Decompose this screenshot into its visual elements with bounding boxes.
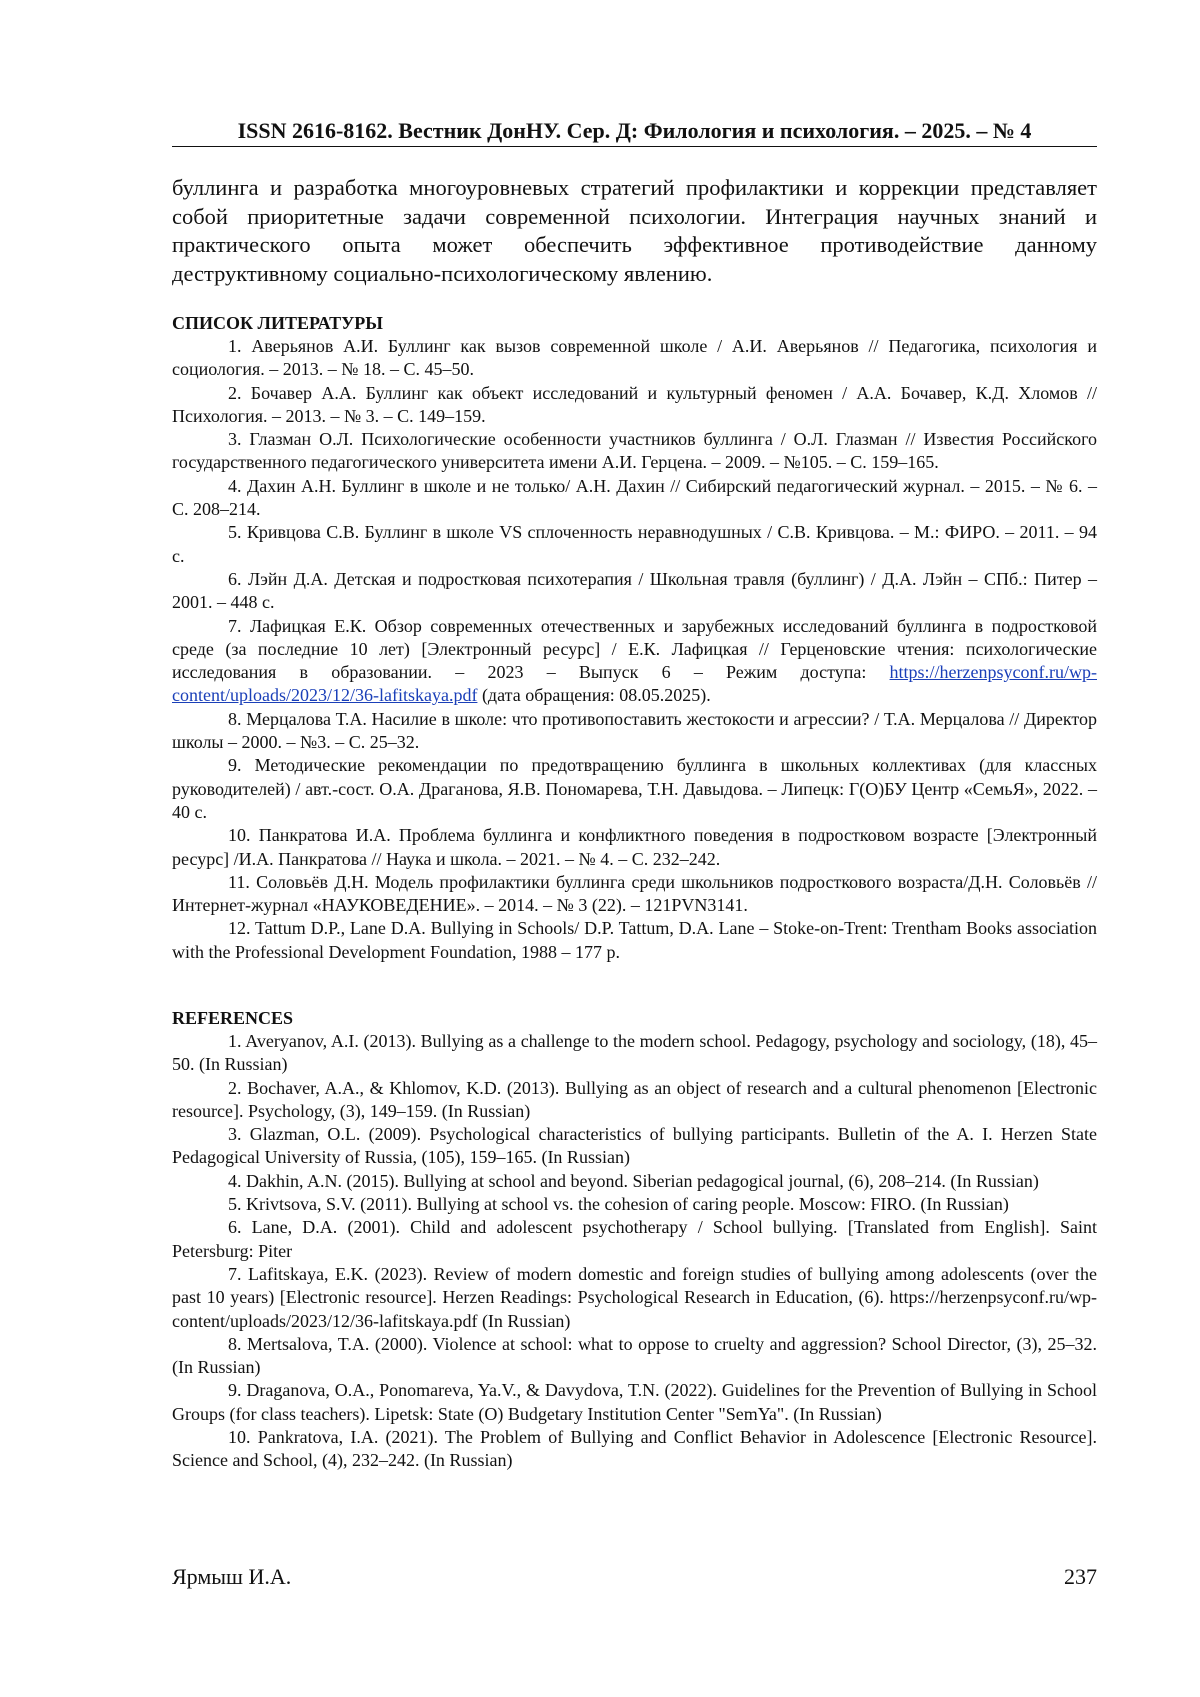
list-item: 4. Дахин А.Н. Буллинг в школе и не только/ А.Н. Дахин // Сибирский педагогический журнал. – 2015. – № 6. – С. 208–214. bbox=[172, 475, 1097, 520]
list-item: 8. Mertsalova, T.A. (2000). Violence at school: what to oppose to cruelty and aggression? School Director, (3), 25–32. (In Russian) bbox=[172, 1333, 1097, 1378]
list-item: 7. Lafitskaya, E.K. (2023). Review of modern domestic and foreign studies of bullying among adolescents (over the past 10 years) [Electronic resource]. Herzen Readings: Psychological Research in Education, (6). https://herzenpsyconf.ru/wp-content/uploads/2023/12/36-lafitskaya.pdf (In Russian) bbox=[172, 1263, 1097, 1331]
list-item: 5. Кривцова С.В. Буллинг в школе VS сплоченность неравнодушных / С.В. Кривцова. – М.: ФИРО. – 2011. – 94 с. bbox=[172, 522, 1097, 566]
page-number: 237 bbox=[1064, 1564, 1097, 1589]
list-item: 12. Tattum D.P., Lane D.A. Bullying in Schools/ D.P. Tattum, D.A. Lane – Stoke-on-Trent: Trentham Books association with the Professional Development Foundation, 1988 – 177 p. bbox=[172, 918, 1097, 962]
literature-list bbox=[172, 335, 1097, 964]
list-item: 2. Bochaver, A.A., & Khlomov, K.D. (2013). Bullying as an object of research and a cultural phenomenon [Electronic resource]. Psychology, (3), 149–159. (In Russian) bbox=[172, 1077, 1097, 1121]
list-item: 3. Glazman, O.L. (2009). Psychological characteristics of bullying participants. Bulletin of the A. I. Herzen State Pedagogical University of Russia, (105), 159–165. (In Russian) bbox=[172, 1124, 1098, 1168]
references-title: REFERENCES bbox=[172, 1008, 294, 1028]
literature-title: СПИСОК ЛИТЕРАТУРЫ bbox=[172, 313, 383, 333]
footer-author: Ярмыш И.А. bbox=[172, 1564, 292, 1589]
reference-link[interactable]: https://herzenpsyconf.ru/wp-content/uploads/2023/12/36-lafitskaya.pdf bbox=[172, 662, 1097, 706]
list-item: 5. Krivtsova, S.V. (2011). Bullying at school vs. the cohesion of caring people. Moscow: FIRO. (In Russian) bbox=[228, 1194, 1009, 1215]
list-item: 1. Аверьянов А.И. Буллинг как вызов современной школе / А.И. Аверьянов // Педагогика, психология и социология. – 2013. – № 18. – С. 45–50. bbox=[172, 336, 1097, 380]
list-item: 2. Бочавер А.А. Буллинг как объект исследований и культурный феномен / А.А. Бочавер, К.Д. Хломов // Психология. – 2013. – № 3. – С. 149–159. bbox=[172, 382, 1098, 426]
references-section bbox=[172, 1007, 1097, 1473]
list-item: 4. Dakhin, A.N. (2015). Bullying at school and beyond. Siberian pedagogical journal, (6), 208–214. (In Russian) bbox=[228, 1170, 1039, 1191]
list-item: 10. Pankratova, I.A. (2021). The Problem of Bullying and Conflict Behavior in Adolescence [Electronic Resource]. Science and School, (4), 232–242. (In Russian) bbox=[172, 1427, 1097, 1471]
list-item: 9. Draganova, O.A., Ponomareva, Ya.V., & Davydova, T.N. (2022). Guidelines for the Prevention of Bullying in School Groups (for class teachers). Lipetsk: State (O) Budgetary Institution Center "SemYa". (In Russian) bbox=[172, 1380, 1098, 1424]
list-item: 10. Панкратова И.А. Проблема буллинга и конфликтного поведения в подростковом возрасте [Электронный ресурс] /И.А. Панкратова // Наука и школа. – 2021. – № 4. – С. 232–242. bbox=[172, 825, 1097, 869]
references-list bbox=[172, 1030, 1097, 1473]
list-item: 3. Глазман О.Л. Психологические особенности участников буллинга / О.Л. Глазман // Известия Российского государственного педагогического университета имени А.И. Герцена. – 2009. – №105. – С. 159–165. bbox=[172, 429, 1098, 473]
literature-section bbox=[172, 312, 1097, 964]
running-header: ISSN 2616-8162. Вестник ДонНУ. Сер. Д: Филология и психология. – 2025. – № 4 bbox=[172, 118, 1097, 147]
list-item: 6. Лэйн Д.А. Детская и подростковая психотерапия / Школьная травля (буллинг) / Д.А. Лэйн – СПб.: Питер – 2001. – 448 с. bbox=[172, 568, 1097, 613]
list-item: 7. Лафицкая Е.К. Обзор современных отечественных и зарубежных исследований буллинга в подростковой среде (за последние 10 лет) [Электронный ресурс] / Е.К. Лафицкая // Герценовские чтения: психологические исследования в образовании. – 2023 – Выпуск 6 – Режим доступа: https://herzenpsyconf.ru/wp-content/uploads/2023/12/36-lafitskaya.pdf (дата обращения: 08.05.2025). bbox=[172, 615, 1097, 706]
intro-paragraph: буллинга и разработка многоуровневых стратегий профилактики и коррекции представляет собой приоритетные задачи современной психологии. Интеграция научных знаний и практического опыта может обеспечить эффективное противодействие данному деструктивному социально-психологическому явлению. bbox=[172, 175, 1097, 286]
list-item: 8. Мерцалова Т.А. Насилие в школе: что противопоставить жестокости и агрессии? / Т.А. Мерцалова // Директор школы – 2000. – №3. – С. 25–32. bbox=[172, 708, 1098, 753]
list-item: 11. Соловьёв Д.Н. Модель профилактики буллинга среди школьников подросткового возраста/Д.Н. Соловьёв // Интернет-журнал «НАУКОВЕДЕНИЕ». – 2014. – № 3 (22). – 121PVN3141. bbox=[172, 871, 1097, 916]
list-item: 1. Averyanov, A.I. (2013). Bullying as a challenge to the modern school. Pedagogy, psychology and sociology, (18), 45–50. (In Russian) bbox=[172, 1031, 1097, 1075]
list-item: 6. Lane, D.A. (2001). Child and adolescent psychotherapy / School bullying. [Translated from English]. Saint Petersburg: Piter bbox=[172, 1217, 1097, 1261]
list-item: 9. Методические рекомендации по предотвращению буллинга в школьных коллективах (для классных руководителей) / авт.-сост. О.А. Драганова, Я.В. Пономарева, Т.Н. Давыдова. – Липецк: Г(О)БУ Центр «СемьЯ», 2022. – 40 с. bbox=[172, 755, 1098, 822]
